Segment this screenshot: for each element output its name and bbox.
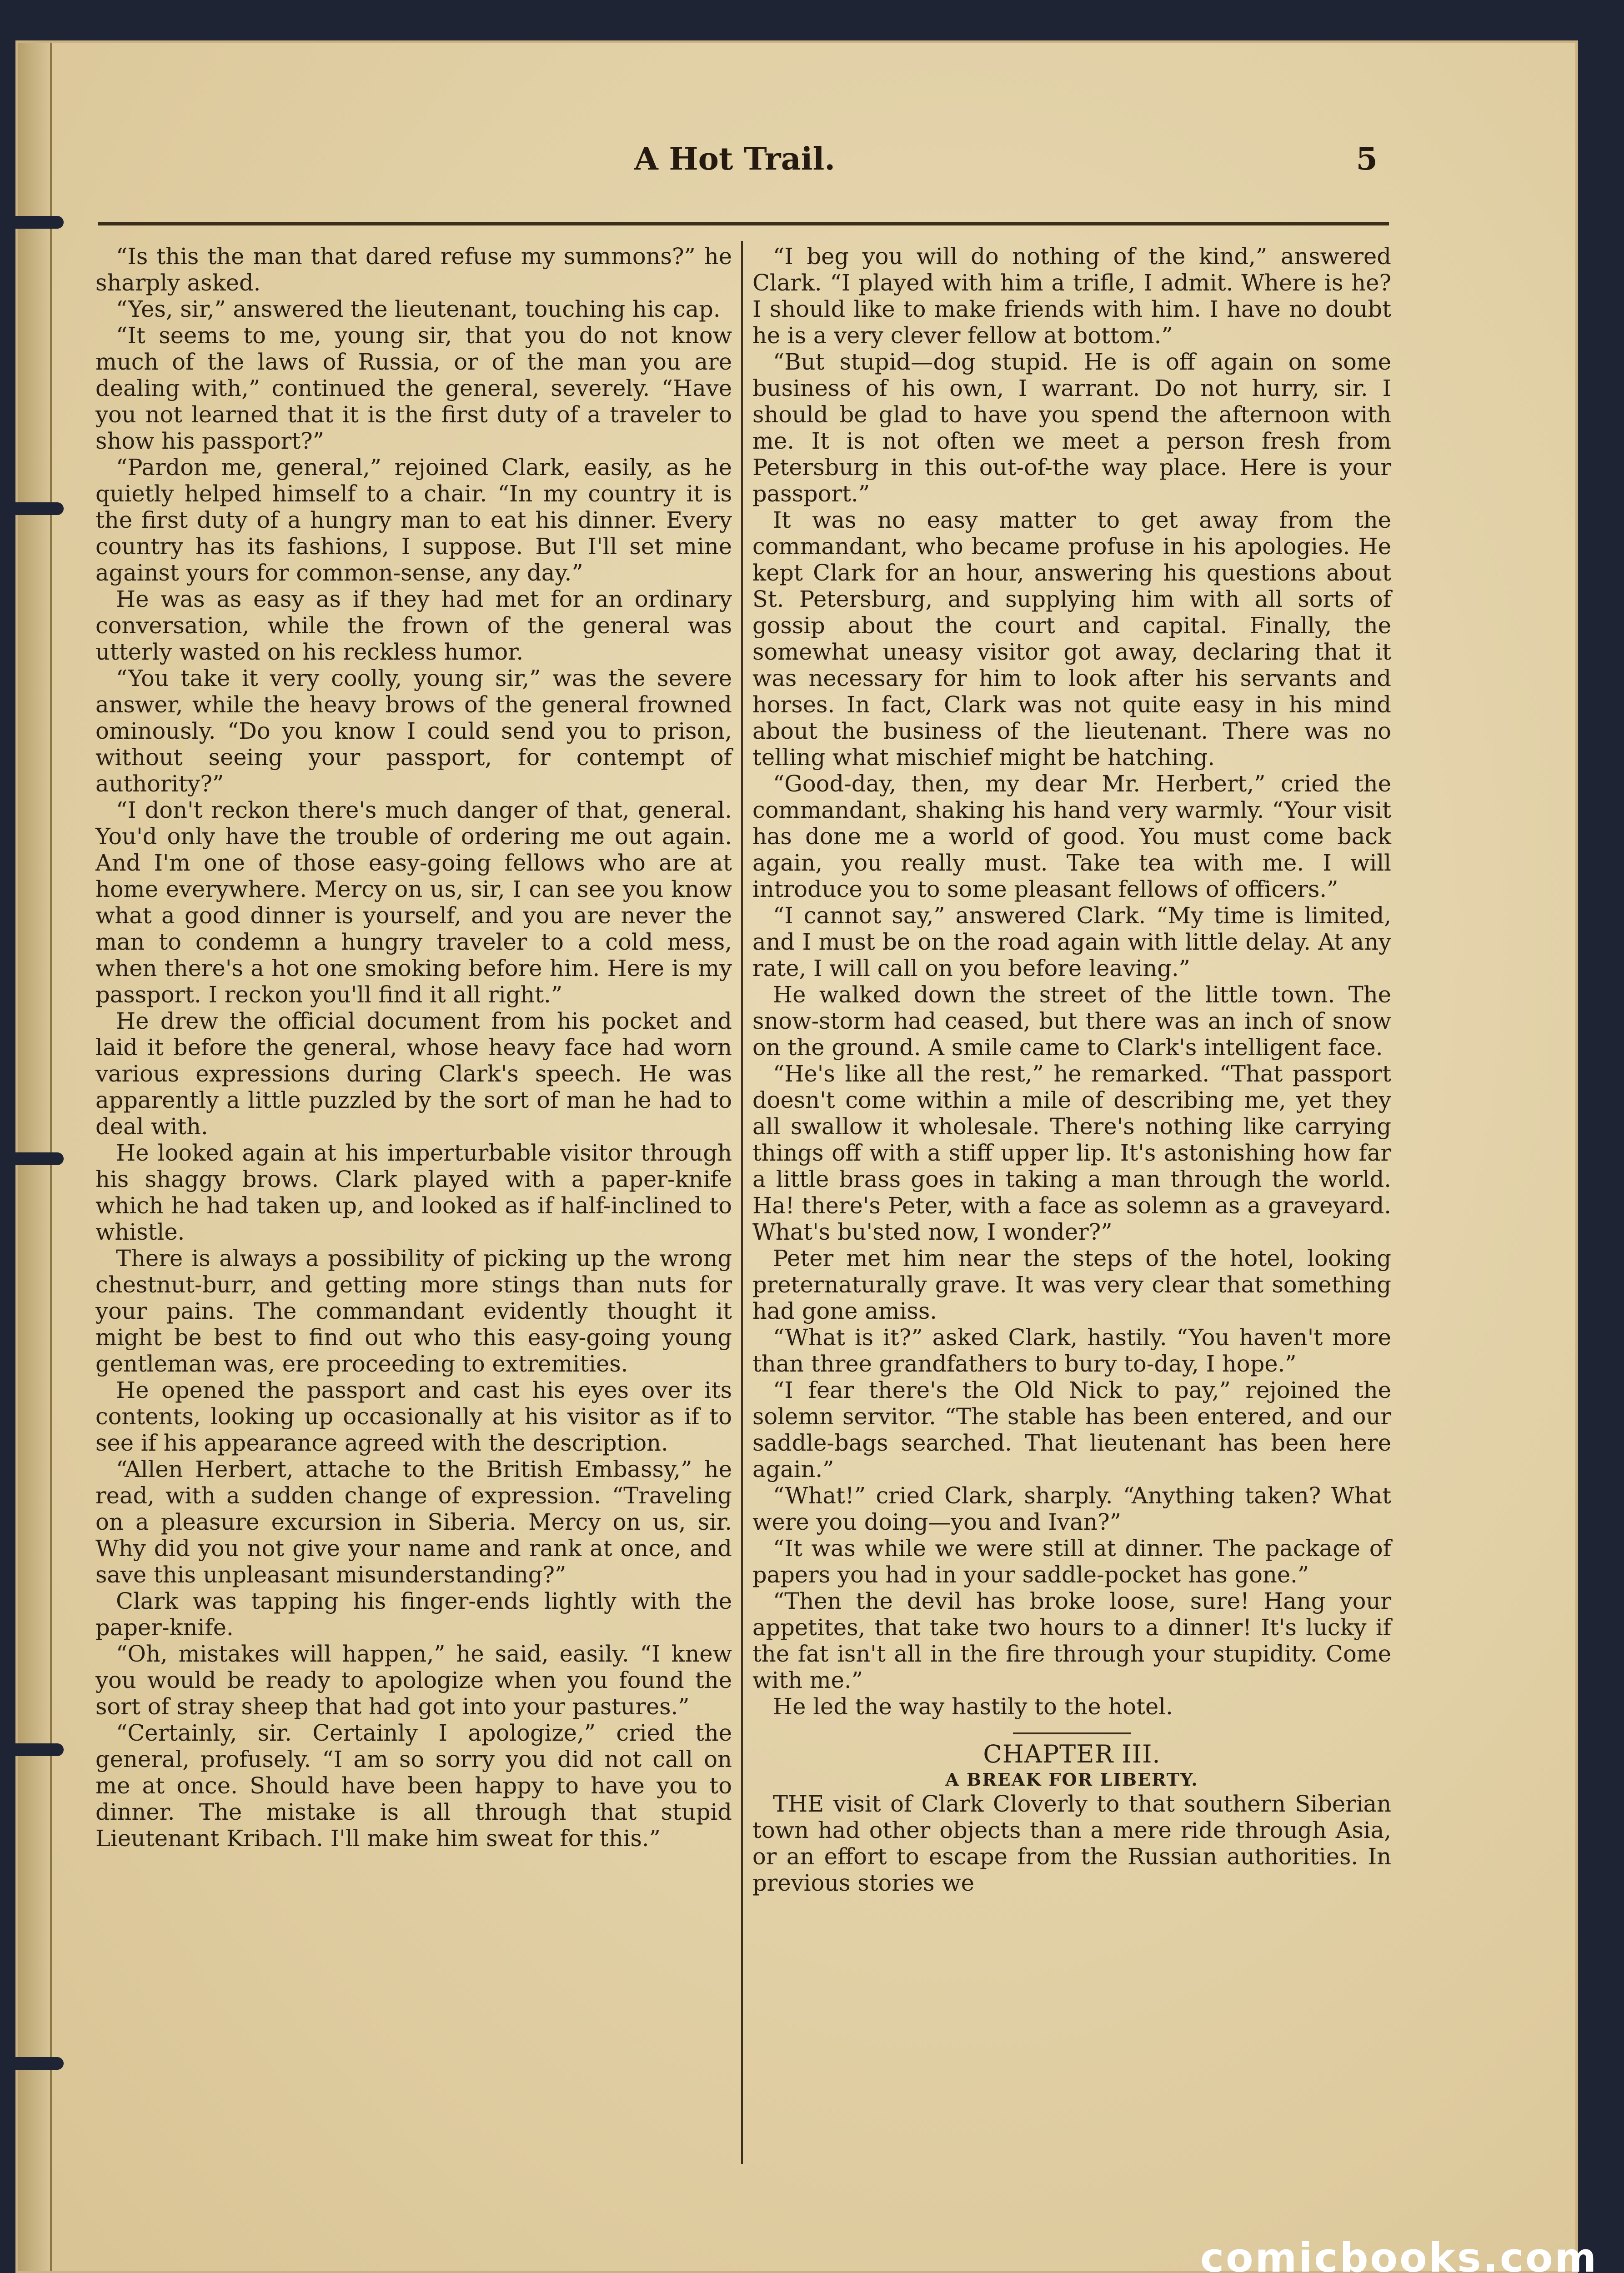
binding-stitch <box>9 2057 64 2070</box>
binding-spine <box>18 43 52 2271</box>
site-watermark: comicbooks.com <box>1200 2234 1599 2273</box>
page-header <box>98 132 1378 191</box>
paragraph: He opened the passport and cast his eyes over its contents, looking up occasionally at his visitor as if to see if his appearance agreed with the description. <box>95 1377 732 1456</box>
paragraph: “Oh, mistakes will happen,” he said, easily. “I knew you would be ready to apologize when you found the sort of stray sheep that had got into your pastures.” <box>95 1641 732 1720</box>
paragraph: He looked again at his imperturbable visitor through his shaggy brows. Clark played with a paper-knife which he had taken up, and looked as if half-inclined to whistle. <box>95 1140 732 1245</box>
chapter-subtitle: A BREAK FOR LIBERTY. <box>945 1769 1198 1790</box>
paragraph: “I don't reckon there's much danger of that, general. You'd only have the trouble of ordering me out again. And I'm one of those easy-going fellows who are at home everywhere. Mercy on us, sir, I can see you know what a good dinner is yourself, and you are never the man to condemn a hungry traveler to a cold mess, when there's a hot one smoking before him. Here is my passport. I reckon you'll find it all right.” <box>95 797 732 1008</box>
left-column <box>95 243 732 1852</box>
chapter-rule <box>1013 1732 1131 1734</box>
paragraph: “Allen Herbert, attache to the British Embassy,” he read, with a sudden change of expression. “Traveling on a pleasure excursion in Siberia. Mercy on us, sir. Why did you not give your name and rank at once, and save this unpleasant misunderstanding?” <box>95 1456 732 1588</box>
paragraph: “Good-day, then, my dear Mr. Herbert,” cried the commandant, shaking his hand very warmly. “Your visit has done me a world of good. You must come back again, you really must. Take tea with me. I will introduce you to some pleasant fellows of officers.” <box>752 771 1391 902</box>
paragraph: “Is this the man that dared refuse my summons?” he sharply asked. <box>95 243 732 296</box>
binding-stitch <box>9 502 64 515</box>
paragraph: “You take it very coolly, young sir,” was the severe answer, while the heavy brows of the general frowned ominously. “Do you know I could send you to prison, without seeing your passport, for contempt of authority?” <box>95 665 732 797</box>
binding-stitch <box>9 216 64 229</box>
paragraph: “What!” cried Clark, sharply. “Anything taken? What were you doing—you and Ivan?” <box>752 1482 1391 1535</box>
binding-stitch <box>9 1152 64 1165</box>
page-number: 5 <box>1356 141 1378 177</box>
paragraph: “It was while we were still at dinner. The package of papers you had in your saddle-pocket has gone.” <box>752 1535 1391 1588</box>
paragraph: “But stupid—dog stupid. He is off again on some business of his own, I warrant. Do not hurry, sir. I should be glad to have you spend the afternoon with me. It is not often we meet a person fresh from Petersburg in this out-of-the way place. Here is your passport.” <box>752 349 1391 507</box>
paragraph: “I cannot say,” answered Clark. “My time is limited, and I must be on the road again with little delay. At any rate, I will call on you before leaving.” <box>752 902 1391 981</box>
paragraph: “I beg you will do nothing of the kind,” answered Clark. “I played with him a trifle, I admit. Where is he? I should like to make friends with him. I have no doubt he is a very clever fellow at bottom.” <box>752 243 1391 349</box>
chapter-opening-paragraph: THE visit of Clark Cloverly to that southern Siberian town had other objects than a mere ride through Asia, or an effort to escape from the Russian authorities. In previous stories we <box>752 1791 1391 1896</box>
paragraph: “Then the devil has broke loose, sure! Hang your appetites, that take two hours to a dinner! It's lucky if the fat isn't all in the fire through your stupidity. Come with me.” <box>752 1588 1391 1693</box>
chapter-title: CHAPTER III. <box>983 1740 1161 1768</box>
paragraph: It was no easy matter to get away from the commandant, who became profuse in his apologies. He kept Clark for an hour, answering his questions about St. Petersburg, and supplying him with all sorts of gossip about the court and capital. Finally, the somewhat uneasy visitor got away, declaring that it was necessary for him to look after his servants and horses. In fact, Clark was not quite easy in his mind about the business of the lieutenant. There was no telling what mischief might be hatching. <box>752 507 1391 771</box>
paragraph: He led the way hastily to the hotel. <box>773 1693 1173 1720</box>
paragraph: “It seems to me, young sir, that you do not know much of the laws of Russia, or of the man you are dealing with,” continued the general, severely. “Have you not learned that it is the first duty of a traveler to show his passport?” <box>95 322 732 454</box>
paragraph: “Pardon me, general,” rejoined Clark, easily, as he quietly helped himself to a chair. “In my country it is the first duty of a hungry man to eat his dinner. Every country has its fashions, I suppose. But I'll set mine against yours for common-sense, any day.” <box>95 454 732 586</box>
paragraph: There is always a possibility of picking up the wrong chestnut-burr, and getting more stings than nuts for your pains. The commandant evidently thought it might be best to find out who this easy-going young gentleman was, ere proceeding to extremities. <box>95 1245 732 1377</box>
paragraph: Clark was tapping his finger-ends lightly with the paper-knife. <box>95 1588 732 1641</box>
paragraph: “What is it?” asked Clark, hastily. “You haven't more than three grandfathers to bury to-day, I hope.” <box>752 1324 1391 1377</box>
binding-stitch <box>9 1743 64 1756</box>
paragraph: “I fear there's the Old Nick to pay,” rejoined the solemn servitor. “The stable has been entered, and our saddle-bags searched. That lieutenant has been here again.” <box>752 1377 1391 1482</box>
right-column <box>752 243 1391 1896</box>
paragraph: He was as easy as if they had met for an ordinary conversation, while the frown of the general was utterly wasted on his reckless humor. <box>95 586 732 665</box>
paragraph: Peter met him near the steps of the hotel, looking preternaturally grave. It was very clear that something had gone amiss. <box>752 1245 1391 1324</box>
column-divider <box>741 241 743 2164</box>
paragraph: “Certainly, sir. Certainly I apologize,” cried the general, profusely. “I am so sorry you did not call on me at once. Should have been happy to have you to dinner. The mistake is all through that stupid Lieutenant Kribach. I'll make him sweat for this.” <box>95 1720 732 1852</box>
paragraph: “Yes, sir,” answered the lieutenant, touching his cap. <box>116 296 721 322</box>
paragraph: “He's like all the rest,” he remarked. “That passport doesn't come within a mile of describing me, yet they all swallow it wholesale. There's nothing like carrying things off with a stiff upper lip. It's astonishing how far a little brass goes in taking a man through the world. Ha! there's Peter, with a face as solemn as a graveyard. What's bu'sted now, I wonder?” <box>752 1061 1391 1245</box>
paragraph: He drew the official document from his pocket and laid it before the general, whose heavy face had worn various expressions during Clark's speech. He was apparently a little puzzled by the sort of man he had to deal with. <box>95 1008 732 1140</box>
header-rule <box>98 222 1389 225</box>
paragraph: He walked down the street of the little town. The snow-storm had ceased, but there was an inch of snow on the ground. A smile came to Clark's intelligent face. <box>752 981 1391 1061</box>
running-title: A Hot Trail. <box>634 141 835 177</box>
